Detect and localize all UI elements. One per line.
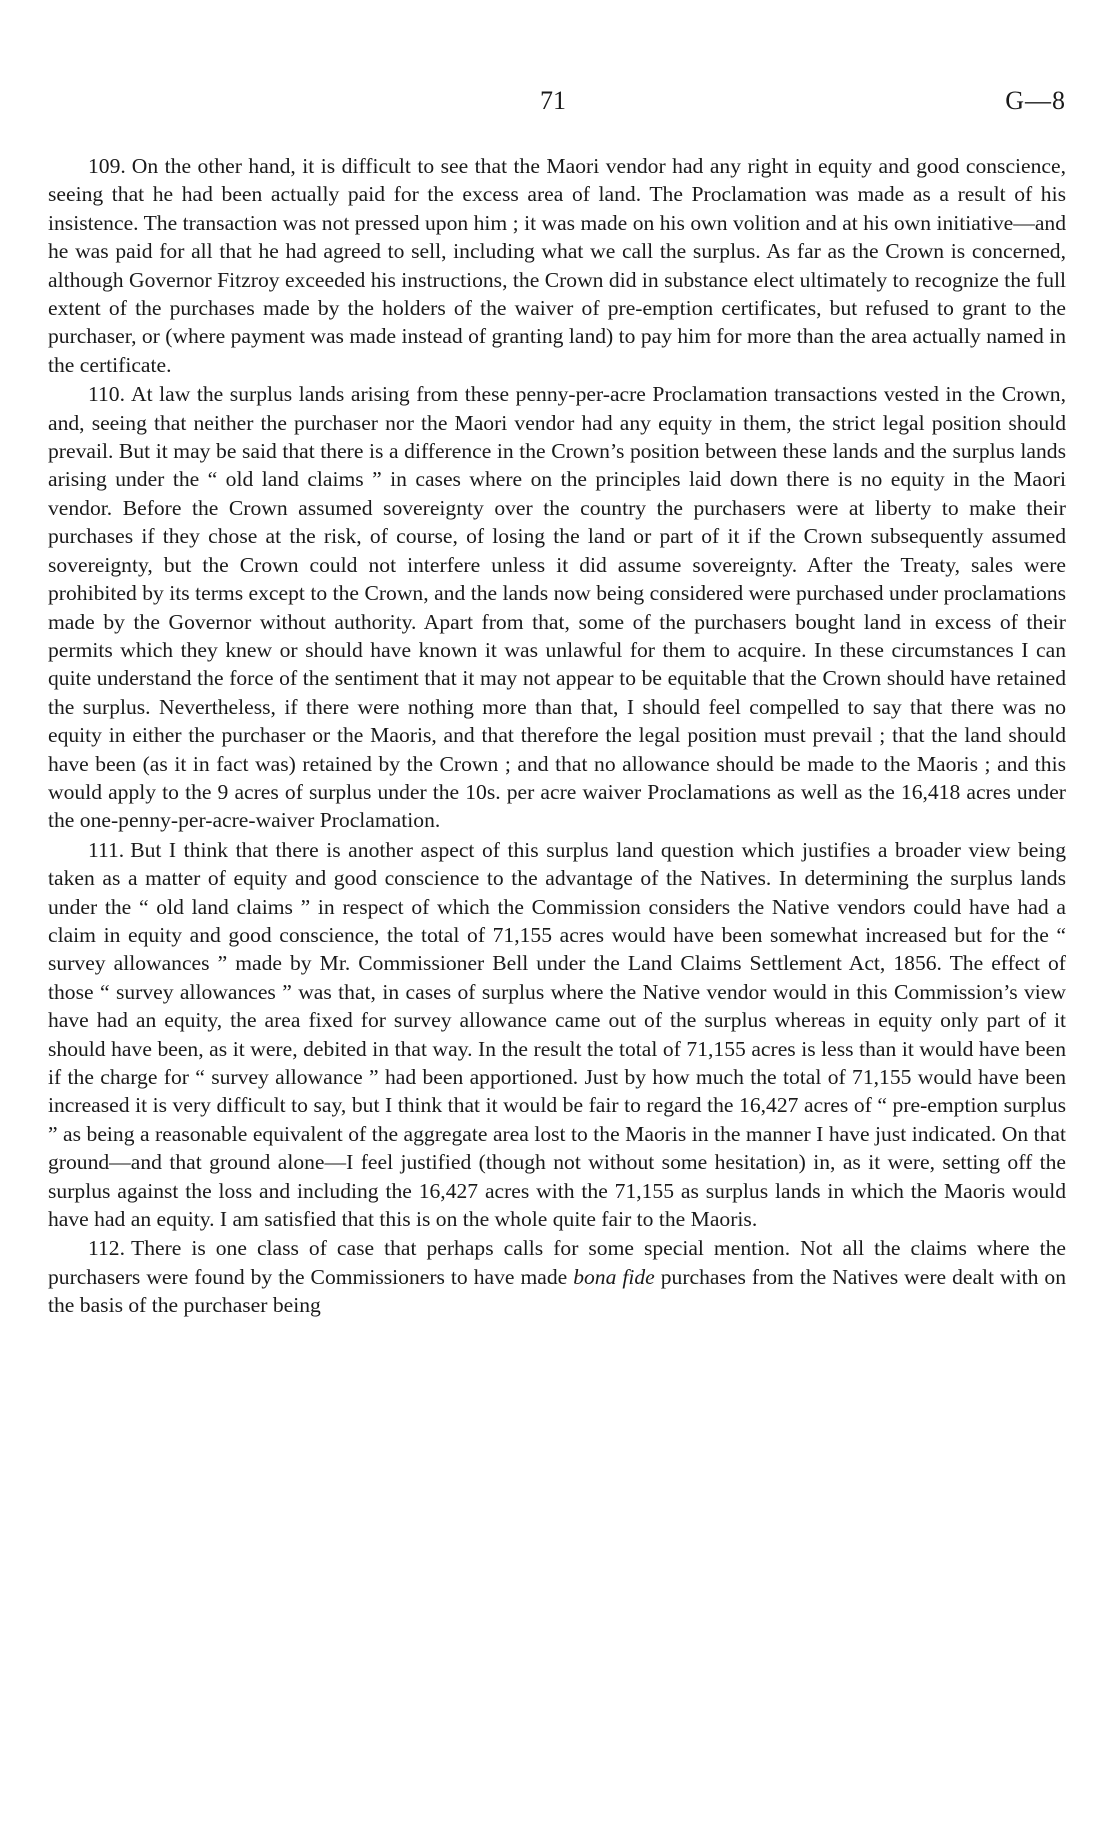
paragraph-109: [48, 152, 1066, 379]
paragraph-text: On the other hand, it is difficult to see that the Maori vendor had any right in equity and good conscience, seeing that he had been actually paid for the excess area of land. The Proclamation was made as a result of his insistence. The transaction was not pressed upon him ; it was made on his own volition and at his own initiative—and he was paid for all that he had agreed to sell, including what we call the surplus. As far as the Crown is concerned, although Governor Fitzroy exceeded his instructions, the Crown did in substance elect ultimately to recognize the full extent of the purchases made by the holders of the waiver of pre-emption certificates, but refused to grant to the purchaser, or (where payment was made instead of granting land) to pay him for more than the area actually named in the certificate.: [48, 154, 1066, 377]
paragraph-112: [48, 1234, 1066, 1319]
paragraph-text-start: There is one class of case that perhaps calls for some special mention. Not all the claims where the purchasers were found by the Commissioners to have made: [48, 1236, 1066, 1289]
paragraph-number: 109.: [88, 154, 126, 178]
paragraph-number: 112.: [88, 1236, 125, 1261]
paragraph-text-end: purchases from the Natives were dealt with on the basis of the purchaser being: [48, 1264, 1067, 1318]
italic-phrase: bona fide: [573, 1264, 655, 1289]
body-text: [48, 152, 1066, 1320]
paragraph-111: [48, 836, 1066, 1234]
paragraph-number: 111.: [88, 837, 125, 862]
paragraph-text: At law the surplus lands arising from these penny-per-acre Proclamation transactions vested in the Crown, and, seeing that neither the purchaser nor the Maori vendor had any equity in them, the strict legal position should prevail. But it may be said that there is a difference in the Crown’s position between these lands and the surplus lands arising under the “ old land claims ” in cases where on the principles laid down there is no equity in the Maori vendor. Before the Crown assumed sovereignty over the country the purchasers were at liberty to make their purchases if they chose at the risk, of course, of losing the land or part of it if the Crown subsequently assumed sovereignty, but the Crown could not interfere unless it did assume sovereignty. After the Treaty, sales were prohibited by its terms except to the Crown, and the lands now being considered were purchased under proclamations made by the Governor without authority. Apart from that, some of the purchasers bought land in excess of their permits which they knew or should have known it was unlawful for them to acquire. In these circumstances I can quite understand the force of the sentiment that it may not appear to be equitable that the Crown should have retained the surplus. Nevertheless, if there were nothing more than that, I should feel compelled to say that there was no equity in either the purchaser or the Maoris, and that therefore the legal position must prevail ; that the land should have been (as it in fact was) retained by the Crown ; and that no allowance should be made to the Maoris ; and this would apply to the 9 acres of surplus under the 10s. per acre waiver Proclamations as well as the 16,418 acres under the one-penny-per-acre-waiver Proclamation.: [48, 382, 1066, 833]
page-number: 71: [540, 86, 566, 115]
paragraph-number: 110.: [88, 382, 125, 407]
paragraph-110: [48, 380, 1066, 835]
paragraph-text: But I think that there is another aspect of this surplus land question which justifies a broader view being taken as a matter of equity and good conscience to the advantage of the Natives. In determining the surplus lands under the “ old land claims ” in respect of which the Commission considers the Native vendors could have had a claim in equity and good conscience, the total of 71,155 acres would have been somewhat increased but for the “ survey allowances ” made by Mr. Commissioner Bell under the Land Claims Settlement Act, 1856. The effect of those “ survey allowances ” was that, in cases of surplus where the Native vendor would in this Commission’s view have had an equity, the area fixed for survey allowance came out of the surplus whereas in equity only part of it should have been, as it were, debited in that way. In the result the total of 71,155 acres is less than it would have been if the charge for “ survey allowance ” had been apportioned. Just by how much the total of 71,155 would have been increased it is very difficult to say, but I think that it would be fair to regard the 16,427 acres of “ pre-emption surplus ” as being a reasonable equivalent of the aggregate area lost to the Maoris in the manner I have just indicated. On that ground—and that ground alone—I feel justified (though not without some hesitation) in, as it were, setting off the surplus against the loss and including the 16,427 acres with the 71,155 as surplus lands in which the Maoris would have had an equity. I am satisfied that this is on the whole quite fair to the Maoris.: [48, 837, 1066, 1232]
page-header: [0, 86, 1114, 116]
document-reference: G—8: [1005, 86, 1066, 115]
